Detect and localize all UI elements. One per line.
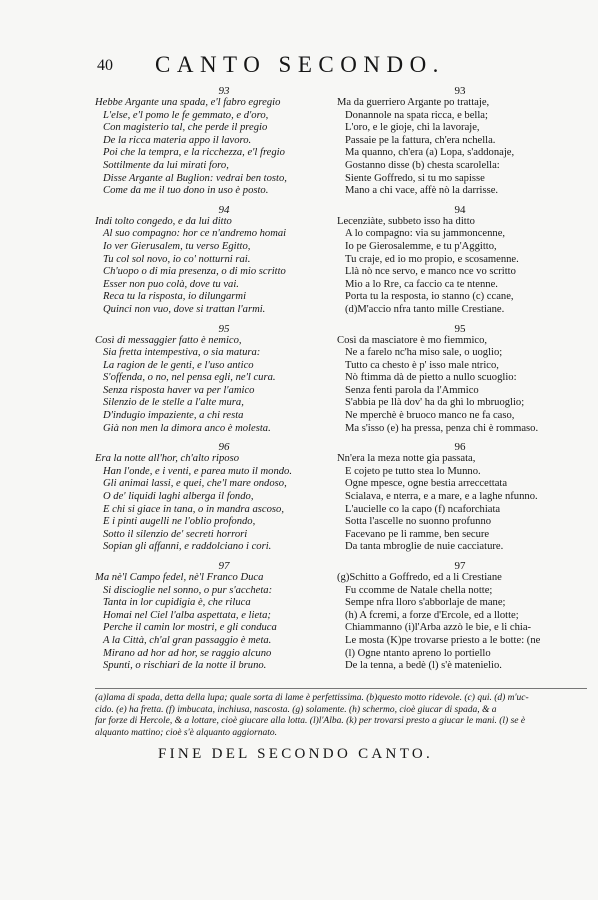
- verse-line: Mirano ad hor ad hor, se raggio alcuno: [103, 647, 272, 659]
- stanza-number: 97: [454, 560, 466, 572]
- verse-line: Tu craje, ed io mo propio, e scosamenne.: [345, 253, 519, 265]
- verse-line: Silenzio de le stelle a l'alte mura,: [103, 397, 244, 409]
- verse-line: Sempe nfra lloro s'abborlaje de mane;: [345, 597, 506, 609]
- verse-line: S'offenda, o no, nel pensa egli, ne'l cura.: [103, 372, 276, 384]
- verse-line: Sotta l'ascelle no suonno profunno: [345, 516, 492, 528]
- stanza: [337, 561, 577, 673]
- verse-line: Sia fretta intempestiva, o sia matura:: [103, 347, 261, 359]
- stanza: [95, 561, 335, 673]
- verse-line: Llà nò nce servo, e manco nce vo scritto: [345, 266, 516, 278]
- verse-line: Così di messaggier fatto è nemico,: [95, 334, 242, 346]
- verse-line: Poi che la tempra, e la ricchezza, e'l fregio: [103, 147, 285, 159]
- stanza-number: 96: [218, 441, 230, 454]
- stanza: [95, 205, 335, 317]
- verse-line: Sotto il silenzio de' secreti horrori: [103, 528, 248, 540]
- verse-line: Io pe Gierosalemme, e tu p'Aggitto,: [345, 240, 497, 252]
- verse-line: Così da masciatore è mo fiemmico,: [337, 334, 488, 346]
- verse-line: Ne a farelo nc'ha miso sale, o uoglio;: [345, 347, 503, 359]
- stanza-number: 94: [454, 203, 466, 216]
- verse-line: E cojeto pe tutto stea lo Munno.: [345, 465, 481, 477]
- verse-line: L'aucielle co la capo (f) ncaforchiata: [345, 503, 501, 515]
- verse-line: Ma s'isso (e) ha pressa, penza chi è rommaso.: [345, 422, 539, 434]
- verse-line: Come da me il tuo dono in uso è posto.: [103, 185, 269, 197]
- neapolitan-text-column: [337, 86, 577, 680]
- verse-line: S'abbia pe llà dov' ha da ghì lo mbruoglio;: [345, 397, 525, 409]
- verse-line: D'indugio impaziente, a chi resta: [103, 410, 244, 422]
- verse-line: Le mosta (K)pe trovarse priesto a le botte: (ne: [345, 634, 541, 646]
- verse-line: E i pinti augelli ne l'oblio profondo,: [103, 516, 256, 528]
- stanza-number: 95: [454, 322, 466, 335]
- verse-line: (h) A fcremi, a forze d'Ercole, ed a llotte;: [345, 609, 519, 621]
- finis-line: FINE DEL SECONDO CANTO.: [158, 746, 434, 762]
- verse-line: Ne mperchè è bruoco manco ne fa caso,: [345, 410, 515, 422]
- italian-text-column: [95, 86, 335, 680]
- verse-line: L'else, e'l pomo le fe gemmato, e d'oro,: [103, 109, 269, 121]
- verse-line: La ragion de le genti, e l'uso antico: [103, 359, 254, 371]
- page-number: 40: [97, 57, 113, 74]
- verse-line: Scialava, e nterra, e a mare, e a laghe nfunno.: [345, 491, 538, 503]
- verse-line: Han l'onde, e i venti, e parea muto il mondo.: [103, 465, 292, 477]
- verse-line: Disse Argante al Buglion: vedrai ben tosto,: [103, 172, 287, 184]
- stanza: [337, 86, 577, 198]
- verse-line: Reca tu la risposta, io dilungarmi: [103, 291, 247, 303]
- verse-line: Sottilmente da lui mirati foro,: [103, 159, 229, 171]
- verse-line: De la tenna, a bedè (l) s'è matenielio.: [345, 660, 502, 672]
- stanza: [95, 324, 335, 436]
- verse-line: (d)M'accio nfra tanto mille Crestiane.: [345, 303, 505, 315]
- verse-line: Nò ftimma dà de pietto a nullo scuoglio:: [345, 372, 517, 384]
- verse-line: Tutto ca chesto è p' isso male ntrico,: [345, 359, 499, 371]
- verse-line: Lecenziàte, subbeto isso ha ditto: [337, 215, 475, 227]
- verse-line: Hebbe Argante una spada, e'l fabro egregio: [95, 97, 281, 108]
- running-title: CANTO SECONDO.: [155, 52, 445, 77]
- stanza-number: 97: [218, 560, 230, 572]
- verse-line: Quinci non vuo, dove si trattan l'armi.: [103, 303, 266, 315]
- stanza: [95, 442, 335, 554]
- verse-line: Si discioglie nel sonno, o pur s'accheta:: [103, 584, 273, 596]
- verse-line: Facevano pe li ramme, ben secure: [345, 528, 490, 540]
- verse-line: A lo compagno: via su jammoncenne,: [345, 228, 506, 240]
- verse-line: Sopian gli affanni, e raddolciano i cori.: [103, 541, 272, 553]
- stanza-number: 96: [454, 441, 466, 454]
- page-header: [97, 52, 537, 84]
- footnote-line: (a)lama di spada, detta della lupa; quale sorta di lame è perfettissima. (b)questo motto ridevole. (c) qui. (d) m'uc-: [95, 693, 529, 703]
- verse-line: Homai nel Ciel l'alba aspettata, e lieta;: [103, 609, 271, 621]
- verse-line: Ma da guerriero Argante po trattaje,: [337, 97, 490, 108]
- stanza-number: 93: [454, 85, 466, 97]
- footnote-line: cido. (e) ha fretta. (f) imbucata, inchiusa, nascosta. (g) solamente. (h) schermo, cioè giucar di spada, & a: [95, 704, 497, 715]
- verse-line: Senza risposta haver va per l'amico: [103, 384, 255, 396]
- verse-line: Perche il camin lor mostri, e gli conduca: [103, 622, 277, 634]
- verse-line: Donannole na spata ricca, e bella;: [345, 109, 488, 121]
- footnote-line: alquanto mattino; cioè s'è alquanto aggiornato.: [95, 727, 277, 738]
- stanza: [337, 442, 577, 554]
- verse-line: Mio a lo Rre, ca faccio ca te ntenne.: [345, 278, 498, 290]
- verse-line: A la Città, ch'al gran passaggio è meta.: [103, 634, 272, 646]
- verse-line: Ma nè'l Campo fedel, nè'l Franco Duca: [95, 572, 264, 583]
- verse-line: Ch'uopo o di mia presenza, o di mio scritto: [103, 266, 286, 278]
- verse-line: Nn'era la meza notte gia passata,: [337, 453, 476, 465]
- verse-line: De la ricca materia appo il lavoro.: [103, 134, 252, 146]
- verse-line: Esser non puo colà, dove tu vai.: [103, 278, 239, 290]
- verse-line: Con magisterio tal, che perde il pregio: [103, 122, 268, 134]
- stanza: [337, 324, 577, 436]
- verse-line: Senza fenti parola da l'Ammico: [345, 384, 479, 396]
- verse-line: Spunti, o rischiari de la notte il bruno.: [103, 660, 267, 672]
- verse-line: Tu col sol novo, io co' notturni rai.: [103, 253, 251, 265]
- verse-line: Ma quanno, ch'era (a) Lopa, s'addonaje,: [345, 147, 515, 159]
- verse-line: Era la notte all'hor, ch'alto riposo: [95, 453, 240, 465]
- verse-line: Mano a chi vace, affè nò la darrisse.: [345, 185, 499, 197]
- stanza-number: 94: [218, 203, 230, 216]
- verse-line: Passaie pe la fattura, ch'era nchella.: [345, 134, 496, 146]
- stanza-number: 93: [218, 85, 230, 97]
- verse-line: Gostanno disse (b) chesta scarolella:: [345, 159, 500, 171]
- verse-line: L'oro, e le gioje, chi la lavoraje,: [345, 122, 480, 134]
- verse-line: Io ver Gierusalem, tu verso Egitto,: [103, 240, 251, 252]
- stanza-number: 95: [218, 322, 230, 335]
- footnote-line: far forze di Hercole, & a lottare, cioè giucare alla lotta. (l)l'Alba. (k) per trovarsi presto a giucar le mani. (l) se è: [95, 716, 526, 726]
- verse-line: (l) Ogne ntanto apreno lo portiello: [345, 647, 491, 659]
- verse-line: Gli animai lassi, e quei, che'l mare ondoso,: [103, 478, 287, 490]
- verse-line: Siente Goffredo, si tu mo sapisse: [345, 172, 485, 184]
- verse-line: Da tanta mbroglie de nuie cacciature.: [345, 541, 504, 553]
- verse-line: Tanta in lor cupidigia è, che riluca: [103, 597, 251, 609]
- verse-line: Indi tolto congedo, e da lui ditto: [95, 215, 232, 227]
- verse-line: Già non men la dimora anco è molesta.: [103, 422, 271, 434]
- verse-line: Chiammanno (i)l'Arba azzò le bie, e li chia-: [345, 622, 532, 634]
- verse-line: Porta tu la resposta, io stanno (c) ccane,: [345, 291, 514, 303]
- verse-line: (g)Schitto a Goffredo, ed a li Crestiane: [337, 572, 502, 583]
- verse-line: Fu ccomme de Natale chella notte;: [345, 584, 493, 596]
- verse-line: E chi si giace in tana, o in mandra ascoso,: [103, 503, 284, 515]
- footnotes: [95, 688, 587, 739]
- verse-line: O de' liquidi laghi alberga il fondo,: [103, 491, 254, 503]
- verse-line: Al suo compagno: hor ce n'andremo homai: [103, 228, 287, 240]
- verse-line: Ogne mpesce, ogne bestia arreccettata: [345, 478, 508, 490]
- stanza: [95, 86, 335, 198]
- stanza: [337, 205, 577, 317]
